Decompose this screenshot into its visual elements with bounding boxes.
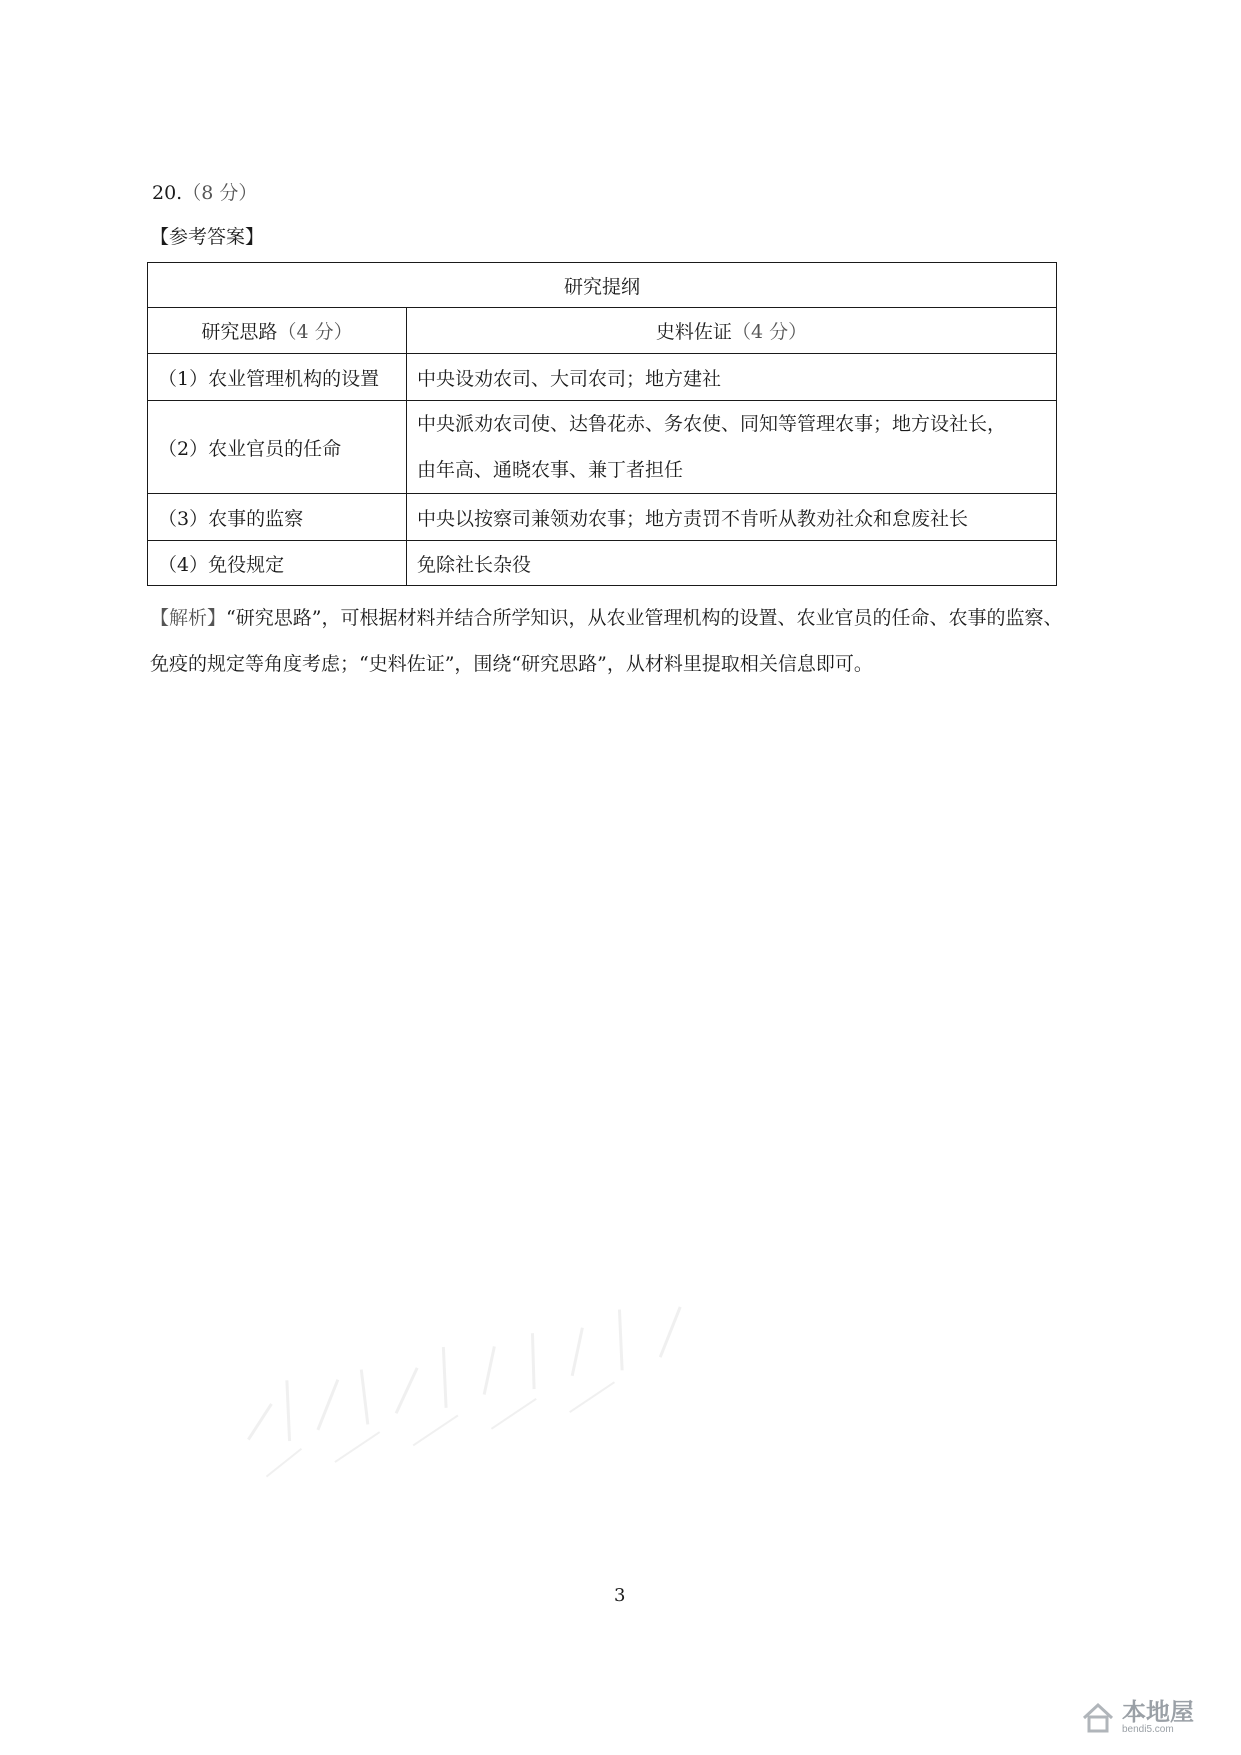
header-research-idea: 研究思路（4 分） bbox=[148, 308, 407, 354]
analysis-text: “研究思路”，可根据材料并结合所学知识，从农业管理机构的设置、农业官员的任命、农事的监察、免疫的规定等角度考虑；“史料佐证”，围绕“研究思路”，从材料里提取相关信息即可。 bbox=[150, 607, 1063, 675]
table-row bbox=[148, 354, 1057, 401]
answer-label: 【参考答案】 bbox=[150, 226, 265, 248]
watermark-scribble bbox=[220, 1254, 719, 1491]
logo-domain: bendi5.com bbox=[1122, 1724, 1174, 1735]
header-evidence: 史料佐证（4 分） bbox=[407, 308, 1057, 354]
site-logo bbox=[1080, 1700, 1194, 1736]
evidence-cell: 中央设劝农司、大司农司；地方建社 bbox=[407, 354, 1057, 401]
table-row bbox=[148, 541, 1057, 586]
analysis-tag: 【解析】 bbox=[150, 607, 227, 629]
idea-cell: （4）免役规定 bbox=[148, 541, 407, 586]
faint-watermark bbox=[220, 1250, 740, 1501]
logo-name: 本地屋 bbox=[1122, 1699, 1194, 1726]
table-header-row bbox=[148, 308, 1057, 354]
evidence-line: 由年高、通晓农事、兼丁者担任 bbox=[417, 459, 684, 481]
table-title: 研究提纲 bbox=[148, 263, 1057, 308]
research-outline-table bbox=[147, 262, 1057, 586]
table-row bbox=[148, 401, 1057, 494]
idea-cell: （1）农业管理机构的设置 bbox=[148, 354, 407, 401]
table-title-row bbox=[148, 263, 1057, 308]
table-row bbox=[148, 494, 1057, 541]
idea-cell: （3）农事的监察 bbox=[148, 494, 407, 541]
evidence-cell bbox=[407, 401, 1057, 494]
house-icon bbox=[1080, 1700, 1116, 1736]
question-number: 20. bbox=[152, 182, 183, 204]
evidence-cell: 中央以按察司兼领劝农事；地方责罚不肯听从教劝社众和怠废社长 bbox=[407, 494, 1057, 541]
evidence-line: 中央派劝农司使、达鲁花赤、务农使、同知等管理农事；地方设社长， bbox=[417, 413, 1007, 435]
page-number: 3 bbox=[614, 1585, 626, 1606]
idea-cell: （2）农业官员的任命 bbox=[148, 401, 407, 494]
question-score: （8 分） bbox=[182, 182, 258, 204]
question-header bbox=[152, 180, 257, 206]
evidence-cell: 免除社长杂役 bbox=[407, 541, 1057, 586]
analysis-paragraph bbox=[150, 595, 1065, 687]
